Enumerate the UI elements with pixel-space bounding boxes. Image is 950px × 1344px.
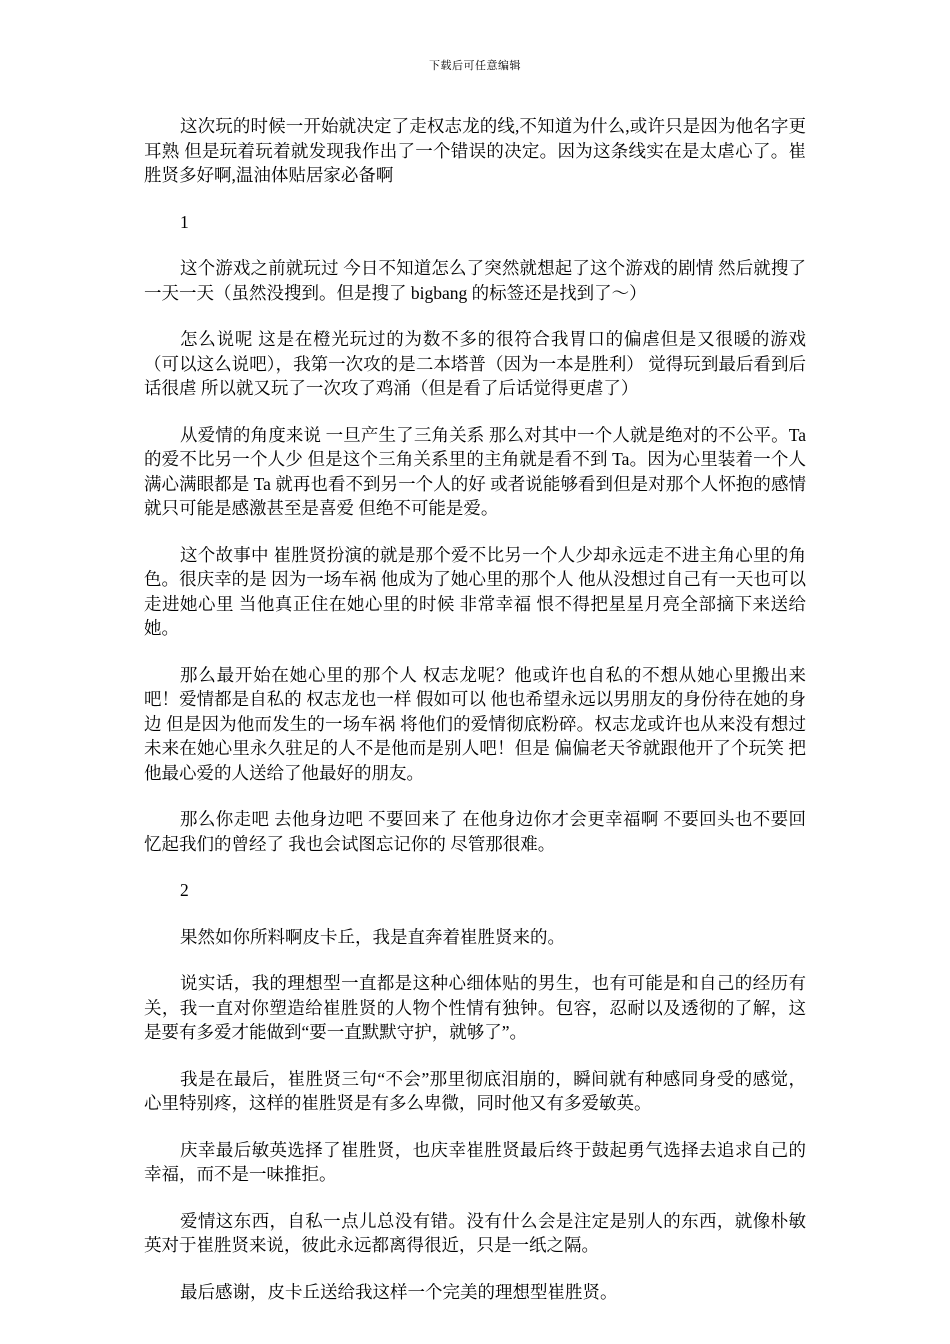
paragraph: 怎么说呢 这是在橙光玩过的为数不多的很符合我胃口的偏虐但是又很暖的游戏（可以这么说吧），我第一次攻的是二本塔普（因为一本是胜利） 觉得玩到最后看到后话很虐 所以就又玩了一次攻了鸡涌（但是看了后话觉得更虐了） (144, 329, 806, 398)
paragraph: 从爱情的角度来说 一旦产生了三角关系 那么对其中一个人就是绝对的不公平。Ta 的爱不比另一个人少 但是这个三角关系里的主角就是看不到 Ta。因为心里装着一个人 满心满眼都是 Ta 就再也看不到另一个人的好 或者说能够看到但是对那个人怀抱的感情就只可能是感激甚至是喜爱 但绝不可能是爱。 (144, 424, 806, 518)
paragraph: 爱情这东西，自私一点儿总没有错。没有什么会是注定是别人的东西，就像朴敏英对于崔胜贤来说，彼此永远都离得很近，只是一纸之隔。 (144, 1210, 806, 1255)
section-number-1: 1 (180, 211, 189, 232)
paragraph: 说实话，我的理想型一直都是这种心细体贴的男生，也有可能是和自己的经历有关，我一直对你塑造给崔胜贤的人物个性情有独钟。包容，忍耐以及透彻的了解，这是要有多爱才能做到“要一直默默守护，就够了”。 (144, 973, 806, 1042)
paragraph: 我是在最后，崔胜贤三句“不会”那里彻底泪崩的，瞬间就有种感同身受的感觉，心里特别疼，这样的崔胜贤是有多么卑微，同时他又有多爱敏英。 (144, 1068, 806, 1113)
paragraph: 那么最开始在她心里的那个人 权志龙呢？他或许也自私的不想从她心里搬出来吧！爱情都是自私的 权志龙也一样 假如可以 他也希望永远以男朋友的身份待在她的身边 但是因为他而发生的一场车祸 将他们的爱情彻底粉碎。权志龙或许也从来没有想过未来在她心里永久驻足的人不是他而是别人吧！但是 偏偏老天爷就跟他开了个玩笑 把他最心爱的人送给了他最好的朋友。 (144, 664, 806, 783)
paragraph: 这个游戏之前就玩过 今日不知道怎么了突然就想起了这个游戏的剧情 然后就搜了一天一天（虽然没搜到。但是搜了 bigbang 的标签还是找到了～） (144, 258, 806, 303)
paragraph: 庆幸最后敏英选择了崔胜贤，也庆幸崔胜贤最后终于鼓起勇气选择去追求自己的幸福，而不是一味推拒。 (144, 1139, 806, 1184)
paragraph: 那么你走吧 去他身边吧 不要回来了 在他身边你才会更幸福啊 不要回头也不要回忆起我们的曾经了 我也会试图忘记你的 尽管那很难。 (144, 809, 806, 854)
document-body (144, 114, 806, 1326)
paragraph: 果然如你所料啊皮卡丘，我是直奔着崔胜贤来的。 (180, 926, 565, 947)
paragraph-intro: 这次玩的时候一开始就决定了走权志龙的线,不知道为什么,或许只是因为他名字更耳熟 但是玩着玩着就发现我作出了一个错误的决定。因为这条线实在是太虐心了。崔胜贤多好啊,温油体贴居家必备啊 (144, 116, 806, 185)
paragraph-closing: 最后感谢，皮卡丘送给我这样一个完美的理想型崔胜贤。 (180, 1281, 618, 1302)
section-number-2: 2 (180, 880, 189, 900)
paragraph: 这个故事中 崔胜贤扮演的就是那个爱不比另一个人少却永远走不进主角心里的角色。很庆幸的是 因为一场车祸 他成为了她心里的那个人 他从没想过自己有一天也可以走进她心里 当他真正住在她心里的时候 非常幸福 恨不得把星星月亮全部摘下来送给她。 (144, 544, 806, 638)
page-header: 下载后可任意编辑 (429, 60, 521, 72)
